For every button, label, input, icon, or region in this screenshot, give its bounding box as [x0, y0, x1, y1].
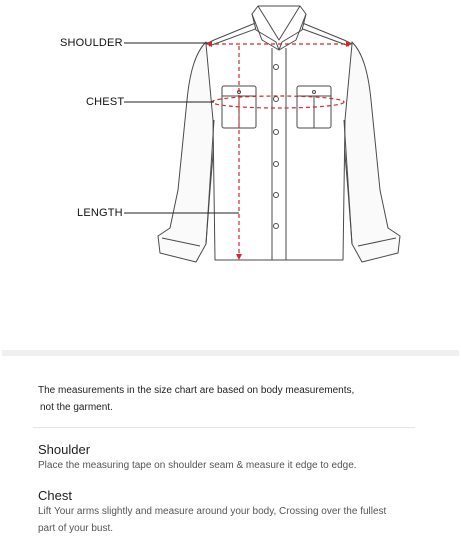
chest-body-line: part of your bust. — [38, 523, 114, 534]
divider-line — [33, 427, 415, 428]
chest-label: CHEST — [86, 96, 125, 108]
chest-body-line: Lift Your arms slightly and measure around your body, Crossing over the fullest — [38, 506, 387, 517]
section-title-shoulder: Shoulder — [38, 442, 91, 457]
shirt-body — [206, 22, 352, 260]
intro-line: The measurements in the size chart are based on body measurements, — [38, 385, 355, 396]
length-label: LENGTH — [77, 207, 123, 219]
section-title-chest: Chest — [38, 488, 72, 503]
section-divider — [2, 350, 459, 356]
intro-line: not the garment. — [40, 402, 113, 413]
shoulder-label: SHOULDER — [60, 37, 123, 49]
section-body-shoulder: Place the measuring tape on shoulder seam & measure it edge to edge. — [38, 460, 357, 471]
intro-text — [38, 382, 438, 416]
section-body-chest — [38, 503, 418, 537]
